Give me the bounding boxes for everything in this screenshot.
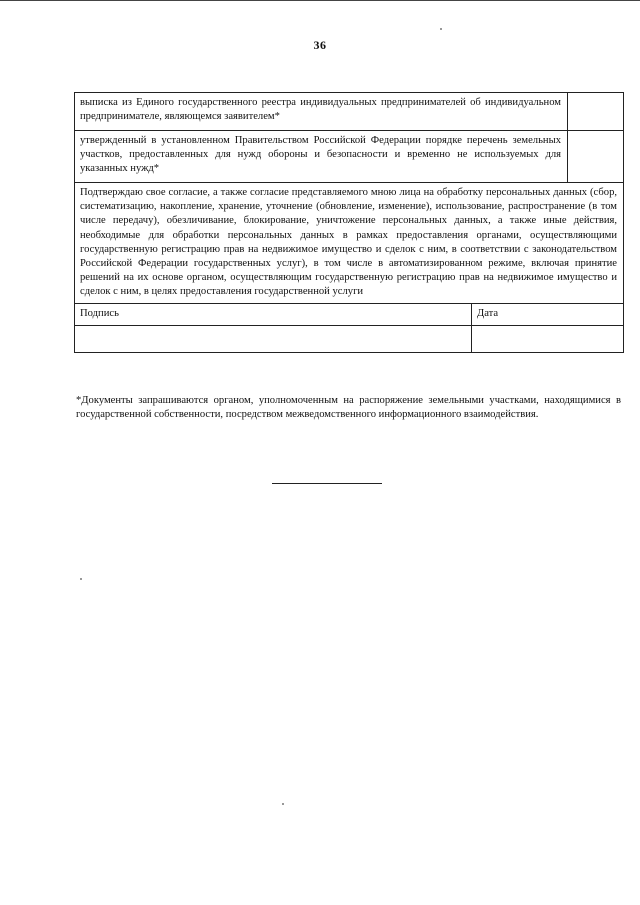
checkbox-cell[interactable]: [568, 93, 624, 131]
checkbox-cell[interactable]: [568, 131, 624, 183]
document-item-egrip: выписка из Единого государственного реестра индивидуальных предпринимателей об индивидуальном предпринимателе, являющемся заявителем*: [75, 93, 568, 131]
scan-speck: [282, 803, 284, 805]
divider-line: [272, 483, 382, 484]
scan-speck: [440, 28, 442, 30]
document-table: [74, 92, 624, 353]
date-field[interactable]: [472, 325, 624, 352]
document-item-land-list: утвержденный в установленном Правительством Российской Федерации порядке перечень земельных участков, предоставленных для нужд обороны и безопасности и временно не используемых для указанных нужд*: [75, 131, 568, 183]
signature-field[interactable]: [75, 325, 472, 352]
date-label: Дата: [472, 303, 624, 325]
consent-text: Подтверждаю свое согласие, а также согласие представляемого мною лица на обработку персональных данных (сбор, систематизацию, накопление, хранение, уточнение (обновление, изменение), использование, распространение (в том числе передачу), обезличивание, блокирование, уничтожение персональных данных, а также иные действия, необходимые для обработки персональных данных в рамках предоставления органами, осуществляющими государственную регистрацию прав на недвижимое имущество и сделок с ним, в соответствии с законодательством Российской Федерации государственных услуг), в том числе в автоматизированном режиме, включая принятие решений на их основе органом, осуществляющим государственную регистрацию прав на недвижимое имущество и сделок с ним, в целях предоставления государственной услуги: [75, 183, 624, 304]
top-rule: [0, 0, 640, 1]
table-row: [75, 131, 624, 183]
table-row: [75, 93, 624, 131]
table-row: [75, 183, 624, 304]
page-number: 36: [313, 38, 327, 52]
footnote: *Документы запрашиваются органом, уполномоченным на распоряжение земельными участками, находящимися в государственной собственности, посредством межведомственного информационного взаимодействия.: [76, 395, 621, 420]
signature-label: Подпись: [75, 303, 472, 325]
table-row: [75, 303, 624, 325]
scan-speck: [80, 578, 82, 580]
table-row: [75, 325, 624, 352]
